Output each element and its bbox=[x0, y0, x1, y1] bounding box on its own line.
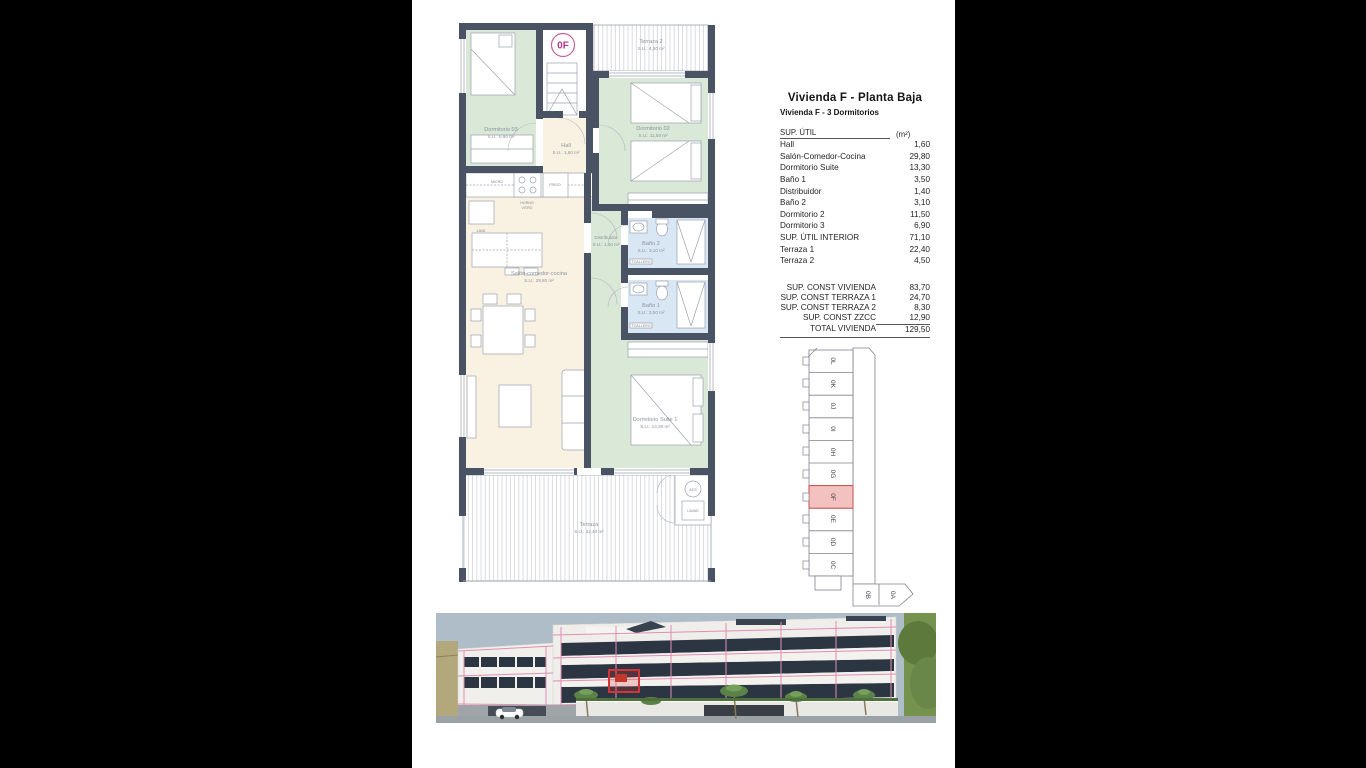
hall-name: Hall bbox=[561, 143, 571, 149]
table-row: Salón-Comedor-Cocina 29,80 bbox=[780, 151, 930, 161]
table-row: Terraza 2 4,50 bbox=[780, 256, 930, 266]
keyplan-unit: 0D bbox=[829, 537, 836, 547]
table-row: Dormitorio 3 6,90 bbox=[780, 221, 930, 231]
micro-label: MICRO bbox=[491, 180, 503, 184]
keyplan-unit: 0K bbox=[829, 380, 836, 388]
horno-label-1: HORNO bbox=[520, 201, 534, 205]
table-row: Hall 1,60 bbox=[780, 140, 930, 149]
col-label: SUP. ÚTIL bbox=[780, 128, 890, 139]
table-row: SUP. CONST TERRAZA 1 24,70 bbox=[780, 293, 930, 302]
keyplan-unit: 0L bbox=[829, 357, 836, 365]
bano1-name: Baño 1 bbox=[642, 303, 660, 309]
table-row: SUP. ÚTIL INTERIOR 71,10 bbox=[780, 233, 930, 243]
unit-badge bbox=[552, 34, 575, 57]
table-row: SUP. CONST TERRAZA 2 8,30 bbox=[780, 303, 930, 312]
unit-notches bbox=[803, 357, 809, 569]
suite-area: S.U.: 13,30 m² bbox=[640, 424, 670, 429]
building-render bbox=[436, 613, 936, 723]
lava-label: LAVA bbox=[476, 229, 486, 233]
table-row: Baño 1 3,50 bbox=[780, 174, 930, 184]
table-row: Dormitorio 2 11,50 bbox=[780, 209, 930, 219]
terraza-name: Terraza bbox=[579, 522, 599, 528]
frigo-label: FRIGO bbox=[549, 183, 561, 187]
table-row: Dormitorio Suite 13,30 bbox=[780, 163, 930, 173]
salon-area: S.U.: 29,80 m² bbox=[524, 278, 554, 283]
key-plan bbox=[801, 344, 919, 608]
terraza2-area: S.U.: 4,50 m² bbox=[637, 46, 665, 51]
toallero-1-label: TOALLERO bbox=[631, 324, 651, 328]
toallero-2-label: TOALLERO bbox=[631, 260, 651, 264]
keyplan-unit: 0B bbox=[864, 591, 871, 599]
table-row: Terraza 1 22,40 bbox=[780, 244, 930, 254]
keyplan-unit: 0A bbox=[889, 591, 896, 599]
key-plan-drawing bbox=[801, 344, 919, 608]
suite-name: Dormitorio Suite 1 bbox=[632, 417, 678, 423]
dorm3-area: S.U.: 6,90 m² bbox=[487, 134, 515, 139]
col-unit: (m²) bbox=[896, 130, 911, 139]
dorm3-name: Dormitorio 03 bbox=[484, 127, 518, 133]
distribuidor-name: Distribuidor bbox=[594, 235, 618, 240]
lavad-label: LAVAD bbox=[687, 509, 699, 513]
bano2-area: S.U.: 3,10 m² bbox=[637, 248, 665, 253]
keyplan-unit-highlighted: 0F bbox=[829, 493, 836, 501]
salon-name: Salón-comedor-cocina bbox=[511, 271, 567, 277]
floor-plan-drawing bbox=[459, 22, 715, 594]
summary-table-rows bbox=[780, 140, 930, 268]
keyplan-unit: 0J bbox=[829, 402, 836, 410]
total-row: TOTAL VIVIENDA 129,50 bbox=[780, 324, 930, 338]
building-render-image bbox=[436, 613, 936, 723]
table-row: SUP. CONST VIVIENDA 83,70 bbox=[786, 283, 930, 292]
hall-area: S.U.: 1,60 m² bbox=[552, 150, 580, 155]
unit-label: 0F bbox=[557, 40, 569, 52]
dorm2-area: S.U.: 11,50 m² bbox=[638, 133, 668, 138]
summary-totals bbox=[780, 283, 930, 338]
side-wall-left bbox=[436, 641, 458, 723]
terraza-area: S.U.: 22,40 m² bbox=[574, 529, 604, 534]
keyplan-unit: 0E bbox=[829, 515, 836, 523]
horno-label-2: VITRO bbox=[521, 206, 533, 210]
distribuidor-area: S.U.: 1,40 m² bbox=[592, 242, 620, 247]
keyplan-unit: 0C bbox=[829, 560, 836, 570]
table-row: Baño 2 3,10 bbox=[780, 198, 930, 208]
summary-subtitle: Vivienda F - 3 Dormitorios bbox=[780, 108, 879, 117]
keyplan-unit: 0G bbox=[829, 469, 836, 479]
keyplan-unit: 0H bbox=[829, 447, 836, 457]
floor-plan bbox=[459, 22, 715, 594]
summary-table-header bbox=[780, 128, 930, 139]
summary-title: Vivienda F - Planta Baja bbox=[787, 92, 923, 104]
plan-sheet-page bbox=[412, 0, 955, 768]
terraza2-name: Terraza 2 bbox=[639, 39, 663, 45]
stairs-icon bbox=[547, 63, 577, 115]
table-row: Distribuidor 1,40 bbox=[780, 186, 930, 196]
table-row: SUP. CONST ZZCC 12,90 bbox=[803, 313, 930, 322]
acs-label: ACS bbox=[689, 488, 697, 492]
bano2-name: Baño 2 bbox=[642, 241, 660, 247]
dorm2-name: Dormitorio 02 bbox=[636, 126, 670, 132]
highlighted-unit-fill bbox=[615, 674, 627, 682]
keyplan-unit: 0I bbox=[829, 426, 836, 432]
bano1-area: S.U.: 3,50 m² bbox=[637, 310, 665, 315]
